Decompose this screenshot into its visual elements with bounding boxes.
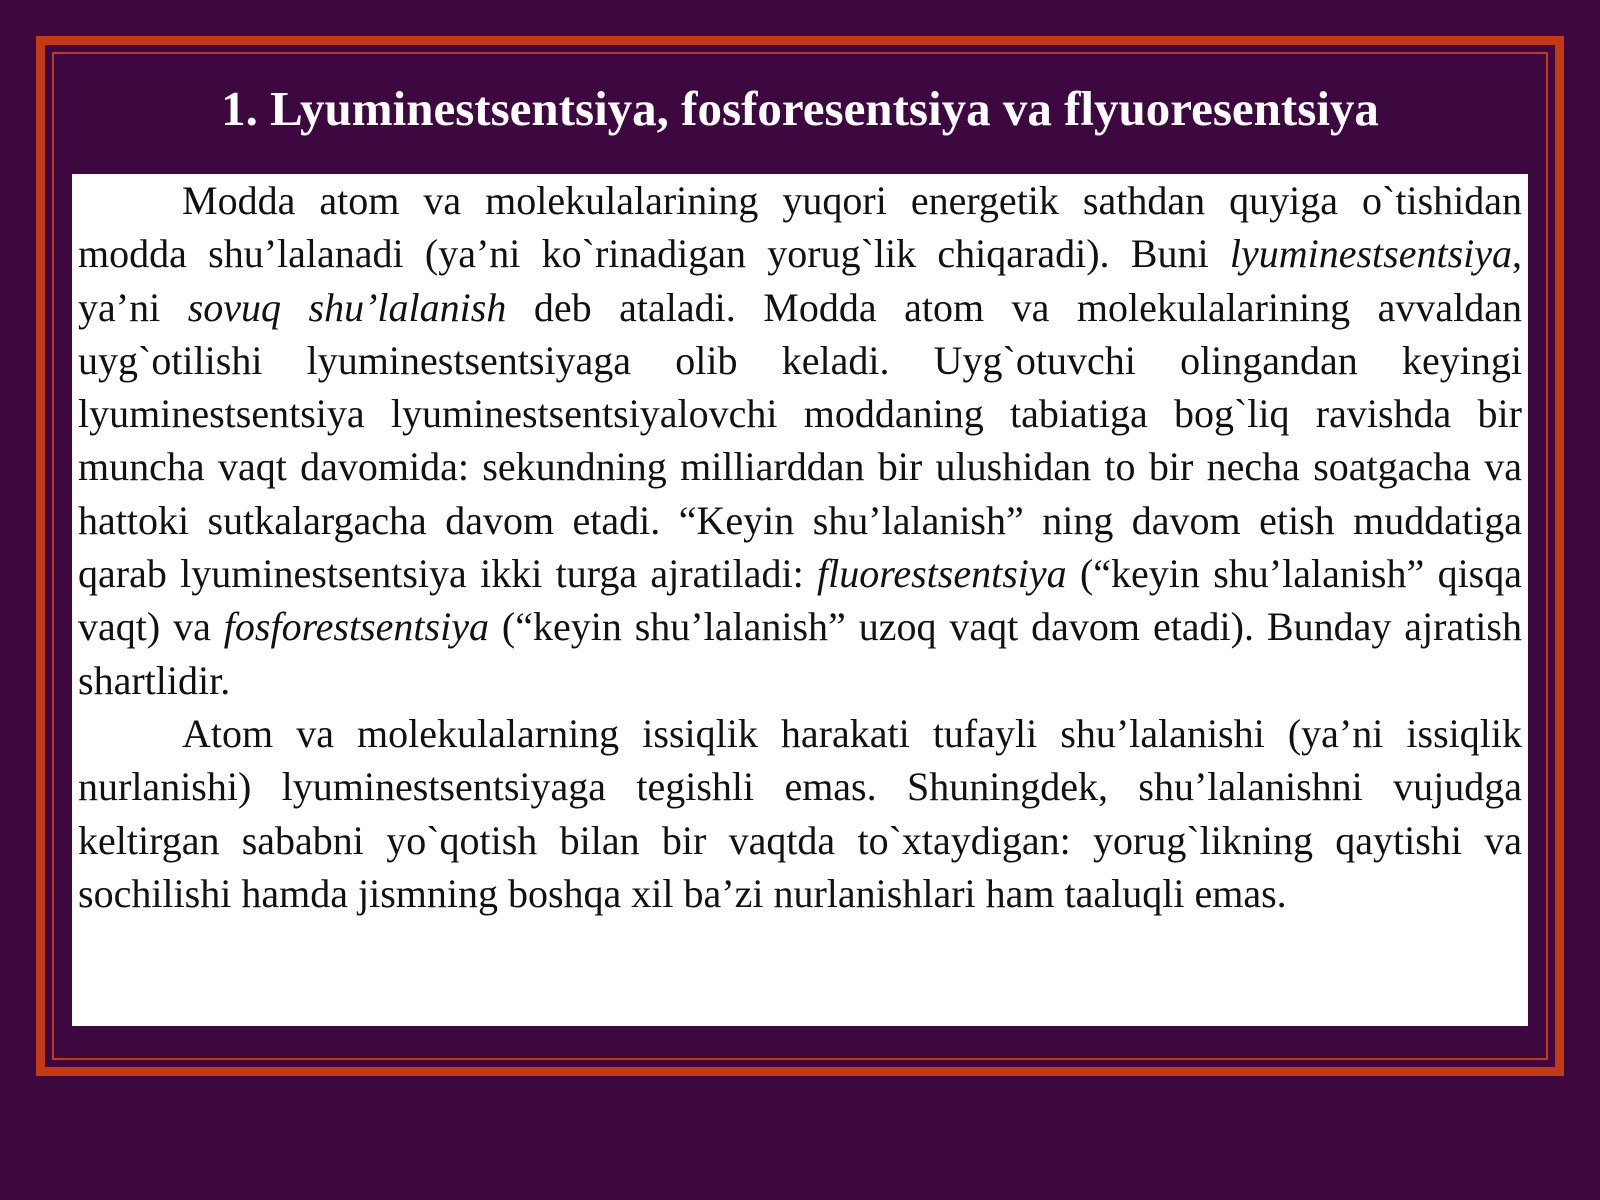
text-segment: Modda atom va molekulalarining yuqori energetik sathdan quyiga o`tishidan modda shu’lalanadi (ya’ni ko`rinadigan yorug`lik chiqaradi). Buni <box>78 178 1522 277</box>
italic-term-lyuminestsentsiya: lyuminestsentsiya <box>1229 231 1512 277</box>
text-segment: (“keyin shu’lalanish” uzoq vaqt davom etadi). Bunday ajratish shartlidir. <box>78 604 1522 703</box>
italic-term-fosforestsentsiya: fosforestsentsiya <box>223 604 489 650</box>
text-segment: (“keyin shu’lalanish” qisqa vaqt) va <box>78 551 1523 650</box>
paragraph-2 <box>78 707 1522 920</box>
slide-title: 1. Lyuminestsentsiya, fosforesentsiya va flyuoresentsiya <box>221 81 1379 136</box>
paragraph-1 <box>78 174 1522 707</box>
text-panel <box>72 174 1528 1026</box>
text-segment: deb ataladi. Modda atom va molekulalarining avvaldan uyg`otilishi lyuminestsentsiyaga olib keladi. Uyg`otuvchi olingandan keyingi lyuminestsentsiya lyuminestsentsiyalovchi moddaning tabiatiga bog`liq ravishda bir muncha vaqt davomida: sekundning milliarddan bir ulushidan to bir necha soatgacha va hattoki sutkalargacha davom etadi. “Keyin shu’lalanish” ning davom etish muddatiga qarab lyuminestsentsiya ikki turga ajratiladi: <box>78 284 1522 597</box>
italic-term-fluorestsentsiya: fluorestsentsiya <box>817 551 1067 597</box>
text-segment: Atom va molekulalarning issiqlik harakati tufayli shu’lalanishi (ya’ni issiqlik nurlanishi) lyuminestsentsiyaga tegishli emas. Shuningdek, shu’lalanishni vujudga keltirgan sababni yo`qotish bilan bir vaqtda to`xtaydigan: yorug`likning qaytishi va sochilishi hamda jismning boshqa xil ba’zi nurlanishlari ham taaluqli emas. <box>78 710 1522 916</box>
text-segment: , ya’ni <box>78 231 1522 330</box>
italic-term-sovuq-shulalanish: sovuq shu’lalanish <box>187 284 507 330</box>
